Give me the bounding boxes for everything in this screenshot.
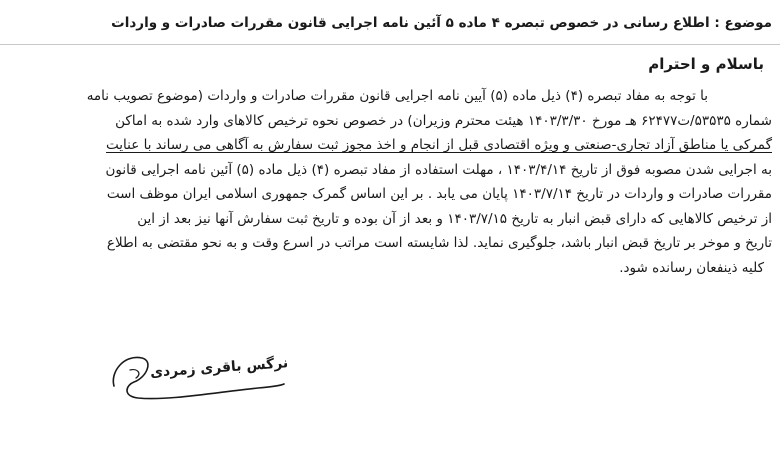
body-line: به اجرایی شدن مصوبه فوق از تاریخ ۱۴۰۳/۴/۱۴ ، مهلت استفاده از مفاد تبصره (۴) ذیل ماده (۵) آئین نامه اجرایی قانون: [105, 161, 772, 178]
signature-block: [108, 348, 288, 410]
salutation: باسلام و احترام: [648, 55, 764, 73]
body-line-underlined: گمرکی یا مناطق آزاد تجاری-صنعتی و ویژه اقتصادی قبل از انجام و اخذ مجوز ثبت سفارش به آگاهی می رساند با عنایت: [106, 137, 772, 153]
letter-body: [12, 84, 772, 280]
subject-divider: [0, 44, 780, 45]
body-line: مقررات صادرات و واردات در تاریخ ۱۴۰۳/۷/۱۴ پایان می یابد . بر این اساس گمرک جمهوری اسلامی ایران موظف است: [106, 186, 772, 202]
letter-subject: موضوع : اطلاع رسانی در خصوص تبصره ۴ ماده ۵ آئین نامه اجرایی قانون مقررات صادرات و واردات: [111, 15, 772, 31]
body-line: از ترخیص کالاهایی که دارای قبض انبار به تاریخ ۱۴۰۳/۷/۱۵ و بعد از آن بوده و تاریخ ثبت سفارش آنها نیز بعد از این: [137, 210, 772, 227]
signature-name: نرگس باقری زمردی: [149, 355, 289, 381]
body-line: کلیه ذینفعان رسانده شود.: [619, 259, 764, 276]
body-line: تاریخ و موخر بر تاریخ قبض انبار باشد، جلوگیری نماید. لذا شایسته است مراتب در اسرع وقت و به نحو مقتضی به اطلاع: [106, 235, 772, 251]
body-line: شماره ۵۳۵۳۵/ت۶۲۴۷۷ هـ مورخ ۱۴۰۳/۳/۳۰ هیئت محترم وزیران) در خصوص نحوه ترخیص کالاهای وارد شده به اماکن: [115, 112, 772, 129]
body-line: با توجه به مفاد تبصره (۴) ذیل ماده (۵) آیین نامه اجرایی قانون مقررات صادرات و واردات (موضوع تصویب نامه: [86, 88, 708, 104]
